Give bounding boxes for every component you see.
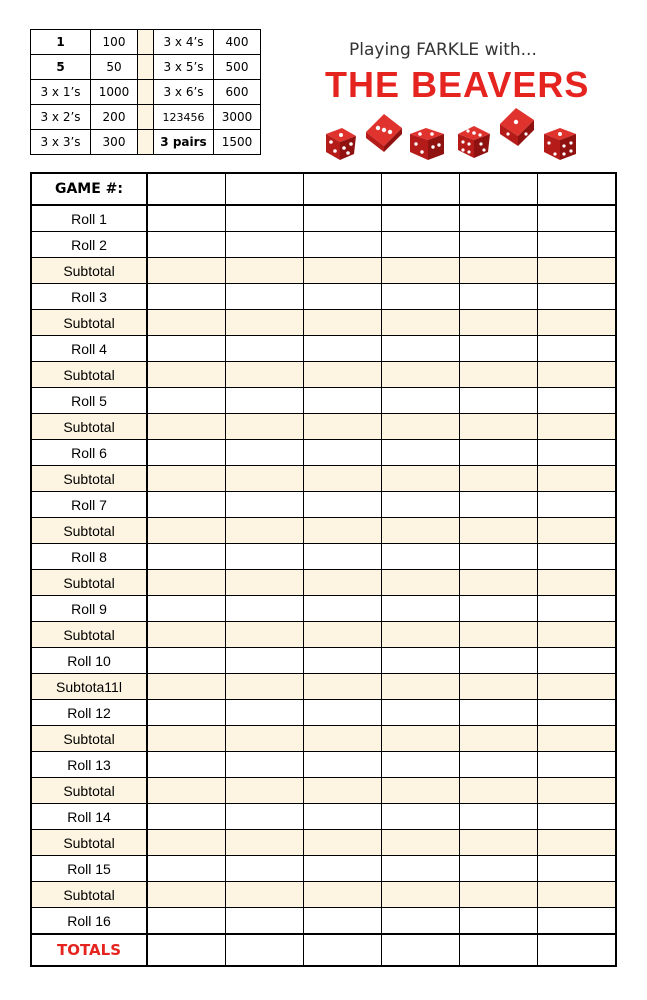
subtotal-row bbox=[31, 622, 616, 648]
scoring-points: 3000 bbox=[214, 105, 261, 130]
score-cell[interactable] bbox=[382, 414, 460, 440]
score-cell[interactable] bbox=[538, 518, 617, 544]
score-cell[interactable] bbox=[226, 518, 304, 544]
scoring-row bbox=[31, 55, 261, 80]
score-cell[interactable] bbox=[538, 856, 617, 882]
score-cell[interactable] bbox=[538, 205, 617, 232]
score-cell[interactable] bbox=[226, 310, 304, 336]
game-number-cell[interactable] bbox=[304, 173, 382, 205]
roll-label: Roll 8 bbox=[31, 544, 147, 570]
score-cell[interactable] bbox=[226, 336, 304, 362]
score-cell[interactable] bbox=[304, 622, 382, 648]
roll-row bbox=[31, 205, 616, 232]
subtotal-label: Subtotal bbox=[31, 362, 147, 388]
score-cell[interactable] bbox=[304, 388, 382, 414]
score-cell[interactable] bbox=[538, 492, 617, 518]
score-cell[interactable] bbox=[304, 518, 382, 544]
score-cell[interactable] bbox=[226, 622, 304, 648]
score-cell[interactable] bbox=[382, 205, 460, 232]
score-cell[interactable] bbox=[226, 544, 304, 570]
score-cell[interactable] bbox=[147, 882, 226, 908]
scoring-combo: 3 x 6’s bbox=[154, 80, 214, 105]
score-cell[interactable] bbox=[147, 752, 226, 778]
score-cell[interactable] bbox=[460, 778, 538, 804]
scoring-divider bbox=[138, 55, 154, 80]
score-cell[interactable] bbox=[226, 258, 304, 284]
game-number-cell[interactable] bbox=[538, 173, 617, 205]
score-cell[interactable] bbox=[147, 466, 226, 492]
score-cell[interactable] bbox=[147, 856, 226, 882]
score-cell[interactable] bbox=[304, 778, 382, 804]
roll-row bbox=[31, 440, 616, 466]
die-icon bbox=[362, 110, 406, 154]
score-cell[interactable] bbox=[382, 258, 460, 284]
score-cell[interactable] bbox=[304, 310, 382, 336]
score-cell[interactable] bbox=[304, 466, 382, 492]
score-cell[interactable] bbox=[147, 804, 226, 830]
roll-row bbox=[31, 336, 616, 362]
subtotal-row bbox=[31, 570, 616, 596]
score-cell[interactable] bbox=[147, 726, 226, 752]
subtotal-row bbox=[31, 518, 616, 544]
score-cell[interactable] bbox=[538, 570, 617, 596]
score-cell[interactable] bbox=[382, 648, 460, 674]
score-cell[interactable] bbox=[147, 414, 226, 440]
roll-row bbox=[31, 908, 616, 935]
roll-label: Roll 14 bbox=[31, 804, 147, 830]
score-cell[interactable] bbox=[304, 752, 382, 778]
score-cell[interactable] bbox=[460, 830, 538, 856]
score-cell[interactable] bbox=[538, 674, 617, 700]
score-cell[interactable] bbox=[147, 284, 226, 310]
score-cell[interactable] bbox=[382, 882, 460, 908]
score-cell[interactable] bbox=[538, 934, 617, 966]
score-cell[interactable] bbox=[460, 414, 538, 440]
subtotal-row bbox=[31, 362, 616, 388]
subtotal-row bbox=[31, 830, 616, 856]
scoring-divider bbox=[138, 80, 154, 105]
score-cell[interactable] bbox=[538, 726, 617, 752]
score-cell[interactable] bbox=[382, 596, 460, 622]
score-cell[interactable] bbox=[382, 388, 460, 414]
score-cell[interactable] bbox=[460, 804, 538, 830]
score-cell[interactable] bbox=[147, 596, 226, 622]
roll-row bbox=[31, 544, 616, 570]
roll-label: Roll 9 bbox=[31, 596, 147, 622]
score-cell[interactable] bbox=[538, 752, 617, 778]
score-cell[interactable] bbox=[460, 674, 538, 700]
score-cell[interactable] bbox=[226, 674, 304, 700]
roll-row bbox=[31, 388, 616, 414]
score-cell[interactable] bbox=[460, 934, 538, 966]
score-cell[interactable] bbox=[538, 882, 617, 908]
roll-row bbox=[31, 648, 616, 674]
game-number-cell[interactable] bbox=[382, 173, 460, 205]
subtotal-label: Subtotal bbox=[31, 518, 147, 544]
game-number-label: GAME #: bbox=[31, 173, 147, 205]
score-cell[interactable] bbox=[147, 492, 226, 518]
score-cell[interactable] bbox=[147, 934, 226, 966]
score-cell[interactable] bbox=[147, 674, 226, 700]
score-cell[interactable] bbox=[460, 726, 538, 752]
score-cell[interactable] bbox=[147, 258, 226, 284]
roll-row bbox=[31, 232, 616, 258]
scoring-combo: 5 bbox=[31, 55, 91, 80]
score-cell[interactable] bbox=[382, 466, 460, 492]
score-cell[interactable] bbox=[226, 492, 304, 518]
score-cell[interactable] bbox=[147, 544, 226, 570]
score-cell[interactable] bbox=[226, 232, 304, 258]
score-cell[interactable] bbox=[460, 622, 538, 648]
scoring-combo: 3 x 2’s bbox=[31, 105, 91, 130]
roll-label: Roll 4 bbox=[31, 336, 147, 362]
score-cell[interactable] bbox=[226, 205, 304, 232]
score-cell[interactable] bbox=[304, 726, 382, 752]
score-cell[interactable] bbox=[460, 258, 538, 284]
roll-row bbox=[31, 856, 616, 882]
totals-row bbox=[31, 934, 616, 966]
score-cell[interactable] bbox=[226, 700, 304, 726]
score-cell[interactable] bbox=[460, 544, 538, 570]
game-number-cell[interactable] bbox=[226, 173, 304, 205]
subtotal-row bbox=[31, 882, 616, 908]
scoring-divider bbox=[138, 30, 154, 55]
score-cell[interactable] bbox=[460, 205, 538, 232]
roll-label: Roll 1 bbox=[31, 205, 147, 232]
score-cell[interactable] bbox=[538, 700, 617, 726]
roll-label: Roll 12 bbox=[31, 700, 147, 726]
scoring-combo: 3 x 1’s bbox=[31, 80, 91, 105]
subtotal-label: Subtotal bbox=[31, 882, 147, 908]
roll-row bbox=[31, 752, 616, 778]
score-cell[interactable] bbox=[538, 284, 617, 310]
scoring-points: 200 bbox=[91, 105, 138, 130]
subtotal-label: Subtotal bbox=[31, 414, 147, 440]
score-cell[interactable] bbox=[538, 310, 617, 336]
score-cell[interactable] bbox=[538, 830, 617, 856]
score-cell[interactable] bbox=[382, 622, 460, 648]
score-cell[interactable] bbox=[460, 232, 538, 258]
score-cell[interactable] bbox=[538, 804, 617, 830]
subtotal-label: Subtotal bbox=[31, 570, 147, 596]
scoring-row bbox=[31, 105, 261, 130]
roll-label: Roll 7 bbox=[31, 492, 147, 518]
score-cell[interactable] bbox=[460, 700, 538, 726]
roll-row bbox=[31, 700, 616, 726]
score-cell[interactable] bbox=[460, 362, 538, 388]
totals-label: TOTALS bbox=[31, 934, 147, 966]
game-number-cell[interactable] bbox=[147, 173, 226, 205]
score-cell[interactable] bbox=[538, 362, 617, 388]
score-cell[interactable] bbox=[226, 726, 304, 752]
scoring-points: 50 bbox=[91, 55, 138, 80]
roll-row bbox=[31, 284, 616, 310]
score-cell[interactable] bbox=[226, 804, 304, 830]
score-cell[interactable] bbox=[304, 674, 382, 700]
subtotal-row bbox=[31, 258, 616, 284]
score-cell[interactable] bbox=[460, 336, 538, 362]
score-cell[interactable] bbox=[460, 284, 538, 310]
score-cell[interactable] bbox=[304, 570, 382, 596]
scoring-points: 500 bbox=[214, 55, 261, 80]
score-cell[interactable] bbox=[147, 518, 226, 544]
score-cell[interactable] bbox=[460, 882, 538, 908]
score-cell[interactable] bbox=[304, 908, 382, 935]
score-cell[interactable] bbox=[538, 414, 617, 440]
subtotal-label: Subtotal bbox=[31, 258, 147, 284]
score-cell[interactable] bbox=[304, 362, 382, 388]
scoring-points: 100 bbox=[91, 30, 138, 55]
scoring-reference-table bbox=[30, 29, 261, 155]
score-cell[interactable] bbox=[460, 466, 538, 492]
scoring-combo: 3 x 3’s bbox=[31, 130, 91, 155]
subtotal-label: Subtota11l bbox=[31, 674, 147, 700]
page-subtitle: Playing FARKLE with... bbox=[349, 40, 537, 60]
score-cell[interactable] bbox=[538, 778, 617, 804]
roll-label: Roll 2 bbox=[31, 232, 147, 258]
score-cell[interactable] bbox=[460, 648, 538, 674]
score-cell[interactable] bbox=[147, 440, 226, 466]
sheet-header-row bbox=[31, 173, 616, 205]
score-cell[interactable] bbox=[538, 648, 617, 674]
score-cell[interactable] bbox=[304, 544, 382, 570]
scoring-divider bbox=[138, 105, 154, 130]
score-cell[interactable] bbox=[382, 362, 460, 388]
scoring-divider bbox=[138, 130, 154, 155]
scoring-points: 300 bbox=[91, 130, 138, 155]
score-cell[interactable] bbox=[226, 570, 304, 596]
subtotal-label: Subtotal bbox=[31, 726, 147, 752]
score-cell[interactable] bbox=[226, 466, 304, 492]
score-cell[interactable] bbox=[226, 908, 304, 935]
score-cell[interactable] bbox=[382, 310, 460, 336]
score-cell[interactable] bbox=[226, 830, 304, 856]
subtotal-label: Subtotal bbox=[31, 830, 147, 856]
score-cell[interactable] bbox=[226, 934, 304, 966]
scoring-row bbox=[31, 130, 261, 155]
score-cell[interactable] bbox=[226, 882, 304, 908]
score-cell[interactable] bbox=[382, 700, 460, 726]
score-cell[interactable] bbox=[304, 205, 382, 232]
subtotal-label: Subtotal bbox=[31, 622, 147, 648]
score-cell[interactable] bbox=[226, 284, 304, 310]
scoring-combo: 1 bbox=[31, 30, 91, 55]
die-icon bbox=[320, 124, 360, 164]
score-cell[interactable] bbox=[147, 778, 226, 804]
score-cell[interactable] bbox=[460, 388, 538, 414]
score-cell[interactable] bbox=[538, 596, 617, 622]
score-cell[interactable] bbox=[382, 908, 460, 935]
roll-label: Roll 6 bbox=[31, 440, 147, 466]
score-cell[interactable] bbox=[304, 648, 382, 674]
score-cell[interactable] bbox=[147, 622, 226, 648]
score-cell[interactable] bbox=[304, 258, 382, 284]
subtotal-row bbox=[31, 726, 616, 752]
score-cell[interactable] bbox=[460, 856, 538, 882]
score-cell[interactable] bbox=[304, 804, 382, 830]
score-cell[interactable] bbox=[460, 310, 538, 336]
roll-row bbox=[31, 804, 616, 830]
score-cell[interactable] bbox=[382, 752, 460, 778]
score-cell[interactable] bbox=[304, 492, 382, 518]
score-cell[interactable] bbox=[382, 856, 460, 882]
die-icon bbox=[452, 120, 494, 162]
scoring-points: 1000 bbox=[91, 80, 138, 105]
score-cell[interactable] bbox=[538, 232, 617, 258]
scoring-combo: 123456 bbox=[154, 105, 214, 130]
score-cell[interactable] bbox=[226, 440, 304, 466]
score-cell[interactable] bbox=[304, 596, 382, 622]
score-cell[interactable] bbox=[538, 544, 617, 570]
die-icon bbox=[496, 104, 538, 150]
roll-label: Roll 3 bbox=[31, 284, 147, 310]
die-icon bbox=[540, 122, 580, 164]
scoring-combo: 3 pairs bbox=[154, 130, 214, 155]
score-cell[interactable] bbox=[382, 232, 460, 258]
score-cell[interactable] bbox=[147, 232, 226, 258]
score-cell[interactable] bbox=[382, 284, 460, 310]
subtotal-label: Subtotal bbox=[31, 310, 147, 336]
score-cell[interactable] bbox=[382, 804, 460, 830]
score-cell[interactable] bbox=[538, 440, 617, 466]
score-cell[interactable] bbox=[226, 856, 304, 882]
score-cell[interactable] bbox=[147, 310, 226, 336]
score-cell[interactable] bbox=[147, 570, 226, 596]
score-cell[interactable] bbox=[304, 440, 382, 466]
score-cell[interactable] bbox=[147, 648, 226, 674]
subtotal-row bbox=[31, 778, 616, 804]
roll-row bbox=[31, 596, 616, 622]
scoring-combo: 3 x 5’s bbox=[154, 55, 214, 80]
score-cell[interactable] bbox=[538, 622, 617, 648]
score-cell[interactable] bbox=[382, 830, 460, 856]
scoring-combo: 3 x 4’s bbox=[154, 30, 214, 55]
score-cell[interactable] bbox=[382, 934, 460, 966]
scoring-points: 400 bbox=[214, 30, 261, 55]
roll-label: Roll 5 bbox=[31, 388, 147, 414]
score-cell[interactable] bbox=[226, 596, 304, 622]
roll-label: Roll 13 bbox=[31, 752, 147, 778]
score-cell[interactable] bbox=[538, 258, 617, 284]
score-cell[interactable] bbox=[226, 362, 304, 388]
page-title: THE BEAVERS bbox=[325, 64, 590, 105]
score-cell[interactable] bbox=[382, 778, 460, 804]
score-cell[interactable] bbox=[147, 700, 226, 726]
score-cell[interactable] bbox=[382, 518, 460, 544]
roll-label: Roll 15 bbox=[31, 856, 147, 882]
subtotal-label: Subtotal bbox=[31, 778, 147, 804]
score-cell[interactable] bbox=[538, 466, 617, 492]
subtotal-label: Subtotal bbox=[31, 466, 147, 492]
score-cell[interactable] bbox=[382, 570, 460, 596]
dice-illustration bbox=[318, 104, 588, 168]
roll-label: Roll 10 bbox=[31, 648, 147, 674]
scoring-row bbox=[31, 80, 261, 105]
scoring-points: 1500 bbox=[214, 130, 261, 155]
score-cell[interactable] bbox=[382, 726, 460, 752]
score-cell[interactable] bbox=[147, 336, 226, 362]
score-cell[interactable] bbox=[226, 778, 304, 804]
scoring-row bbox=[31, 30, 261, 55]
score-cell[interactable] bbox=[460, 570, 538, 596]
subtotal-row bbox=[31, 310, 616, 336]
score-cell[interactable] bbox=[382, 492, 460, 518]
score-cell[interactable] bbox=[304, 856, 382, 882]
score-cell[interactable] bbox=[460, 518, 538, 544]
score-cell[interactable] bbox=[226, 388, 304, 414]
score-cell[interactable] bbox=[304, 934, 382, 966]
score-cell[interactable] bbox=[382, 544, 460, 570]
scoring-points: 600 bbox=[214, 80, 261, 105]
score-cell[interactable] bbox=[147, 362, 226, 388]
score-cell[interactable] bbox=[460, 908, 538, 935]
score-cell[interactable] bbox=[538, 388, 617, 414]
score-cell[interactable] bbox=[460, 440, 538, 466]
score-cell[interactable] bbox=[304, 336, 382, 362]
score-cell[interactable] bbox=[226, 752, 304, 778]
score-cell[interactable] bbox=[304, 284, 382, 310]
score-cell[interactable] bbox=[147, 908, 226, 935]
score-cell[interactable] bbox=[382, 336, 460, 362]
score-cell[interactable] bbox=[538, 908, 617, 935]
die-icon bbox=[406, 122, 448, 164]
score-sheet bbox=[30, 172, 617, 967]
score-cell[interactable] bbox=[147, 205, 226, 232]
score-cell[interactable] bbox=[382, 674, 460, 700]
subtotal-row bbox=[31, 466, 616, 492]
score-cell[interactable] bbox=[382, 440, 460, 466]
score-cell[interactable] bbox=[304, 232, 382, 258]
score-cell[interactable] bbox=[460, 752, 538, 778]
roll-row bbox=[31, 492, 616, 518]
score-cell[interactable] bbox=[304, 700, 382, 726]
subtotal-row bbox=[31, 414, 616, 440]
score-cell[interactable] bbox=[147, 830, 226, 856]
game-number-cell[interactable] bbox=[460, 173, 538, 205]
score-cell[interactable] bbox=[147, 388, 226, 414]
score-cell[interactable] bbox=[460, 596, 538, 622]
score-cell[interactable] bbox=[460, 492, 538, 518]
score-cell[interactable] bbox=[304, 830, 382, 856]
subtotal-row bbox=[31, 674, 616, 700]
score-cell[interactable] bbox=[304, 414, 382, 440]
score-cell[interactable] bbox=[538, 336, 617, 362]
score-cell[interactable] bbox=[226, 414, 304, 440]
score-cell[interactable] bbox=[304, 882, 382, 908]
roll-label: Roll 16 bbox=[31, 908, 147, 935]
score-cell[interactable] bbox=[226, 648, 304, 674]
